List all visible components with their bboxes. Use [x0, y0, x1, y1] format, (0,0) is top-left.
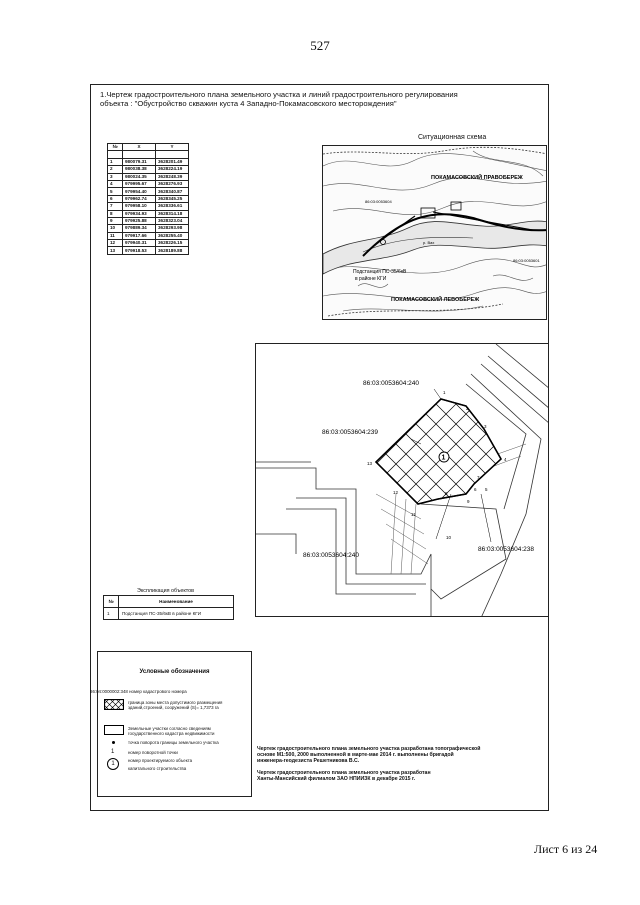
legend-turn-number-text: номер поворотной точки [128, 750, 178, 755]
coord-x: 980024.35 [123, 173, 156, 180]
coord-header-num: № [108, 144, 123, 151]
coord-num: 7 [108, 203, 123, 210]
coord-x: 980079.31 [123, 158, 156, 165]
legend-box [90, 651, 252, 797]
title-line-1: 1.Чертеж градостроительного плана земельного участка и линий градостроительного регулирования [100, 90, 458, 99]
coord-x: 979954.40 [123, 188, 156, 195]
point-label-10: 10 [446, 535, 452, 540]
note-1-line-2: основе М1:500, 2000 выполненной в марте-мае 2014 г. выполнены бригадой [257, 752, 454, 759]
expl-row-name: Подстанция ПС-35/6кВ в районе КГИ [119, 608, 234, 620]
coord-row [108, 247, 189, 254]
coord-y: 3628224.19 [156, 166, 189, 173]
point-label-12: 12 [393, 490, 399, 495]
coord-header-x: X [123, 144, 156, 151]
legend-zone-text [128, 700, 222, 710]
main-label-240-bottom: 86:03:0053604:240 [303, 552, 360, 559]
legend-zone-text-2: зданий,строений, сооружений (S)= 1,7373 га [128, 705, 219, 710]
coord-row [108, 173, 189, 180]
point-label-3: 3 [484, 424, 487, 429]
situation-map [322, 145, 547, 320]
situation-label-cad-2: 86:03:0053601 [513, 258, 540, 263]
situation-label-right-bank: ПОКАМАСОВСКИЙ ПРАВОБЕРЕЖ [431, 175, 523, 181]
legend-parcel-text-1: Земельные участки согласно сведениям [128, 726, 211, 731]
note-1-line-1: Чертеж градостроительного плана земельного участка разработана топографической [257, 746, 481, 752]
main-label-239: 86:03:0053604:239 [322, 429, 379, 436]
coord-y: 3628248.39 [156, 173, 189, 180]
coord-header-y: Y [156, 144, 189, 151]
coord-x: 980038.38 [123, 166, 156, 173]
legend-object-text-1: номер проектируемого объекта [128, 758, 193, 763]
situation-label-left-bank: ПОКАМАСОВСКИЙ ЛЕВОБЕРЕЖ [391, 297, 480, 303]
legend-object-text [128, 758, 192, 771]
note-2-line-1: Чертеж градостроительного плана земельного участка разработан [257, 769, 431, 776]
legend-parcel-text [128, 726, 214, 736]
coord-y: 3628276.93 [156, 180, 189, 187]
coord-row [108, 203, 189, 210]
coord-y: 3628255.40 [156, 232, 189, 239]
legend-parcel-symbol [104, 725, 124, 735]
coord-y: 3628336.61 [156, 203, 189, 210]
main-label-238: 86:03:0053604:238 [478, 546, 535, 553]
point-label-8: 8 [445, 491, 448, 496]
legend-object-text-2: капитального строительства [128, 766, 187, 771]
coord-row [108, 180, 189, 187]
coord-row [108, 225, 189, 232]
coord-num: 1 [108, 158, 123, 165]
coordinates-table [107, 143, 189, 255]
note-2-line-2: Ханты-Мансийский филиалом ЗАО НПИИЗК в декабре 2015 г. [257, 775, 416, 782]
coord-num: 9 [108, 217, 123, 224]
coord-row [108, 195, 189, 202]
legend-zone-symbol [104, 699, 124, 710]
coord-x: 979958.10 [123, 203, 156, 210]
legend-row-cadastral [90, 689, 187, 694]
coord-row [108, 210, 189, 217]
coord-y: 3628340.87 [156, 188, 189, 195]
point-label-11: 11 [411, 512, 416, 517]
situation-label-substation-2: в районе КГИ [355, 276, 387, 282]
point-label-6: 6 [474, 487, 477, 492]
note-1-line-3: инженера-геодезиста Решетникова В.С. [257, 758, 360, 765]
legend-turn-point-text: точка поворота границы земельного участка [128, 740, 219, 745]
legend-title: Условные обозначения [139, 669, 210, 675]
title-line-2: объекта : "Обустройство скважин куста 4 Западно-Покамасовского месторождения" [100, 99, 397, 108]
point-label-2: 2 [466, 406, 469, 411]
point-label-4: 4 [504, 457, 507, 462]
coord-y: 3628314.18 [156, 210, 189, 217]
main-plan-map [255, 343, 549, 617]
legend-zone-text-1: граница зоны места допустимого размещения [128, 700, 223, 705]
legend-turn-number-sample: 1 [111, 749, 115, 755]
coord-row [108, 232, 189, 239]
situation-label-river: р. Вах [423, 240, 435, 245]
coord-row [108, 240, 189, 247]
expl-header-name: Наименование [119, 596, 234, 608]
point-label-13: 13 [367, 461, 373, 466]
coord-x: 979917.66 [123, 232, 156, 239]
coord-y: 3628201.49 [156, 158, 189, 165]
legend-object-number-circle: 1 [107, 758, 119, 770]
coord-num: 5 [108, 188, 123, 195]
coord-x: 979918.53 [123, 247, 156, 254]
coord-num: 4 [108, 180, 123, 187]
point-label-9: 9 [467, 499, 470, 504]
coord-x: 979889.34 [123, 225, 156, 232]
coord-y: 3628293.98 [156, 225, 189, 232]
coord-num: 2 [108, 166, 123, 173]
point-label-7: 7 [477, 475, 480, 480]
coord-num: 11 [108, 232, 123, 239]
situation-label-substation-1: Подстанция ПС-35/6кВ [353, 269, 407, 275]
point-label-5: 5 [485, 487, 488, 492]
coord-num: 3 [108, 173, 123, 180]
legend-cad-text: номер кадастрового номера [129, 689, 187, 694]
explication-table [103, 595, 234, 620]
point-label-1: 1 [443, 390, 446, 395]
sheet-counter: Лист 6 из 24 [534, 842, 598, 856]
situation-label-cad-1: 86:03:0053604 [365, 199, 392, 204]
coord-num: 12 [108, 240, 123, 247]
legend-parcel-text-2: государственного кадастра недвижимости [128, 731, 215, 736]
coord-y: 3628323.04 [156, 217, 189, 224]
main-label-240-top: 86:03:0053604:240 [363, 380, 420, 387]
coord-x: 979962.74 [123, 195, 156, 202]
coord-num: 13 [108, 247, 123, 254]
coord-x: 979940.31 [123, 240, 156, 247]
explication-title: Экспликация объектов [137, 588, 195, 594]
coord-x: 979995.67 [123, 180, 156, 187]
coord-y: 3628189.88 [156, 247, 189, 254]
situation-map-title: Ситуационная схема [418, 134, 487, 141]
main-object-number: 1 [441, 454, 446, 462]
drawing-title [100, 90, 520, 108]
coord-x: 979925.88 [123, 217, 156, 224]
drawing-notes [257, 746, 542, 787]
page-number: 527 [310, 38, 330, 53]
coord-row [108, 188, 189, 195]
coord-x: 979934.93 [123, 210, 156, 217]
legend-cad-sample: 86:04:0000002:348 [90, 689, 128, 694]
coord-num: 8 [108, 210, 123, 217]
expl-row-num: 1 [104, 608, 119, 620]
expl-header-num: № [104, 596, 119, 608]
coord-num: 6 [108, 195, 123, 202]
coord-row [108, 217, 189, 224]
coord-y: 3628345.25 [156, 195, 189, 202]
coord-y: 3628226.15 [156, 240, 189, 247]
coord-row [108, 166, 189, 173]
coord-row [108, 158, 189, 165]
legend-turn-point-dot-icon [112, 741, 115, 744]
coord-num: 10 [108, 225, 123, 232]
